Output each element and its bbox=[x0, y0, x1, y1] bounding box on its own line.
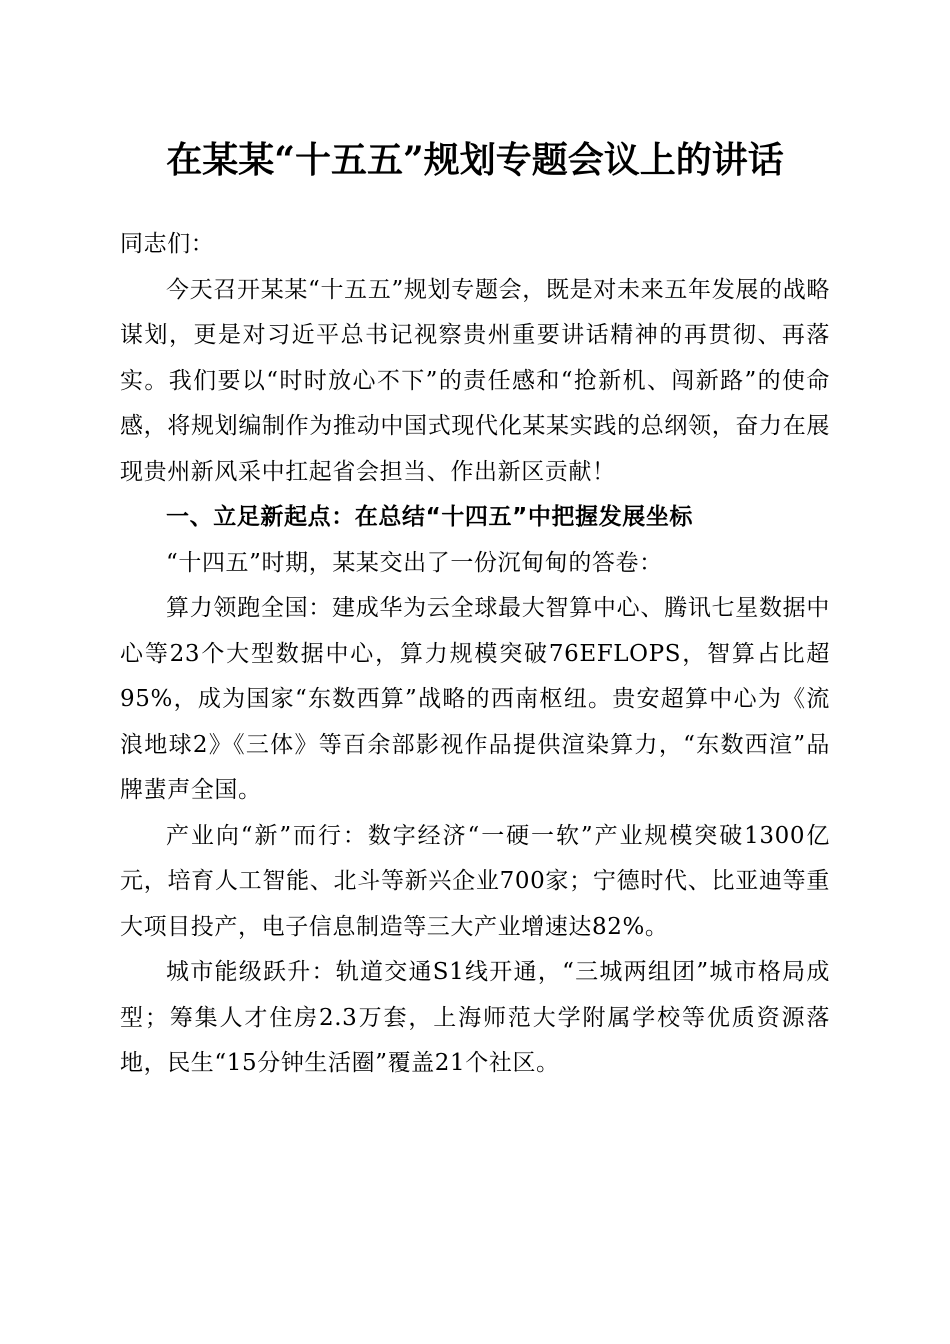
paragraph-computing: 算力领跑全国：建成华为云全球最大智算中心、腾讯七星数据中心等23个大型数据中心，算力规模突破76EFLOPS，智算占比超95%，成为国家“东数西算”战略的西南枢纽。贵安超算中心为《流浪地球2》《三体》等百余部影视作品提供渲染算力，“东数西渲”品牌蜚声全国。 bbox=[120, 595, 830, 803]
document-title: 在某某“十五五”规划专题会议上的讲话 bbox=[166, 139, 784, 181]
paragraph-intro: 今天召开某某“十五五”规划专题会，既是对未来五年发展的战略谋划，更是对习近平总书记视察贵州重要讲话精神的再贯彻、再落实。我们要以“时时放心不下”的责任感和“抢新机、闯新路”的使命感，将规划编制作为推动中国式现代化某某实践的总纲领，奋力在展现贵州新风采中扛起省会担当、作出新区贡献！ bbox=[120, 276, 830, 485]
section-heading-1: 一、立足新起点：在总结“十四五”中把握发展坐标 bbox=[166, 504, 694, 530]
paragraph-summary: “十四五”时期，某某交出了一份沉甸甸的答卷： bbox=[166, 549, 663, 576]
salutation: 同志们： bbox=[120, 231, 215, 257]
paragraph-industry: 产业向“新”而行：数字经济“一硬一软”产业规模突破1300亿元，培育人工智能、北斗等新兴企业700家；宁德时代、比亚迪等重大项目投产，电子信息制造等三大产业增速达82%。 bbox=[120, 822, 830, 940]
paragraph-city: 城市能级跃升：轨道交通S1线开通，“三城两组团”城市格局成型；筹集人才住房2.3万套，上海师范大学附属学校等优质资源落地，民生“15分钟生活圈”覆盖21个社区。 bbox=[120, 959, 830, 1076]
